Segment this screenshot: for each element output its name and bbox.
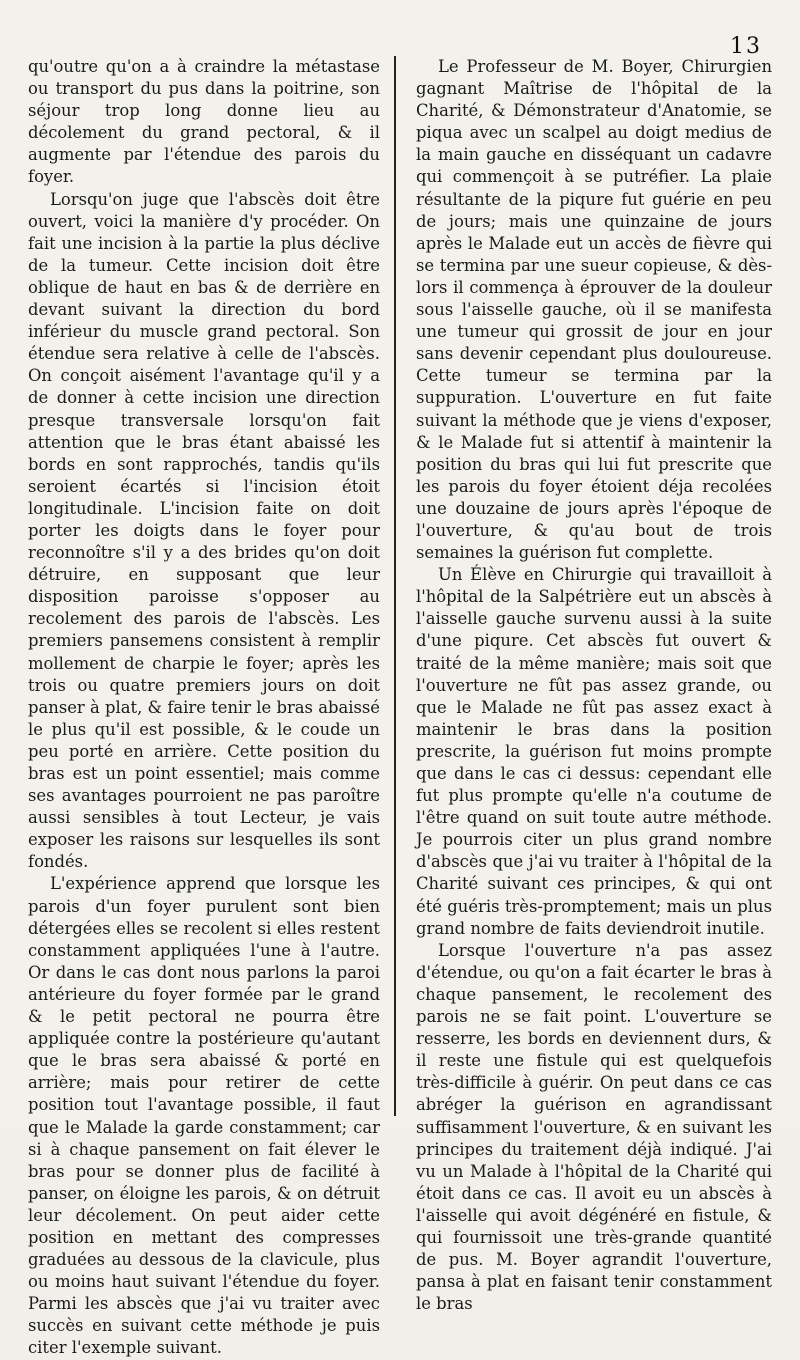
paragraph: Un Élève en Chirurgie qui travailloit à l'hôpital de la Salpétrière eut un abscès à l'aisselle gauche survenu aussi à la suite d'une piqure. Cet abscès fut ouvert & traité de la même manière; mais soit que l'ouverture ne fût pas assez grande, ou que le Malade ne fût pas assez exact à maintenir le bras dans la position prescrite, la guérison fut moins prompte que dans le cas ci dessus: cependant elle fut plus prompte qu'elle n'a coutume de l'être quand on suit toute autre méthode. Je pourrois citer un plus grand nombre d'abscès que j'ai vu traiter à l'hôpital de la Charité suivant ces principes, & qui ont été guéris très-promptement; mais un plus grand nombre de faits deviendroit inutile. bbox=[416, 565, 772, 938]
paragraph: qu'outre qu'on a à craindre la métastase ou transport du pus dans la poitrine, son séjour trop long donne lieu au décolement du grand pectoral, & il augmente par l'étendue des parois du foyer. bbox=[28, 57, 380, 187]
left-column bbox=[28, 56, 380, 1360]
column-divider bbox=[394, 56, 396, 1116]
paragraph: Lorsque l'ouverture n'a pas assez d'étendue, ou qu'on a fait écarter le bras à chaque pansement, le recolement des parois ne se fait point. L'ouverture se resserre, les bords en deviennent durs, & il reste une fistule qui est quelquefois très-difficile à guérir. On peut dans ce cas abréger la guérison en agrandissant suffisamment l'ouverture, & en suivant les principes du traitement déjà indiqué. J'ai vu un Malade à l'hôpital de la Charité qui étoit dans ce cas. Il avoit eu un abscès à l'aisselle qui avoit dégénéré en fistule, & qui fournissoit une très-grande quantité de pus. M. Boyer agrandit l'ouverture, pansa à plat en faisant tenir constamment le bras bbox=[416, 940, 772, 1314]
paragraph: Lorsqu'on juge que l'abscès doit être ouvert, voici la manière d'y procéder. On fait une incision à la partie la plus déclive de la tumeur. Cette incision doit être oblique de haut en bas & de derrière en devant suivant la direction du bord inférieur du muscle grand pectoral. Son étendue sera relative à celle de l'abscès. On conçoit aisément l'avantage qu'il y a de donner à cette incision une direction presque transversale lorsqu'on fait attention que le bras étant abaissé les bords en sont rapprochés, tandis qu'ils seroient écartés si l'incision étoit longitudinale. L'incision faite on doit porter les doigts dans le foyer pour reconnoître s'il y a des brides qu'on doit détruire, en supposant que leur disposition paroisse s'opposer au recolement des parois de l'abscès. Les premiers pansemens consistent à remplir mollement de charpie le foyer; après les trois ou quatre premiers jours on doit panser à plat, & faire tenir le bras abaissé le plus qu'il est possible, & le coude un peu porté en arrière. Cette position du bras est un point essentiel; mais comme ses avantages pourroient ne pas paroître aussi sensibles à tout Lecteur, je vais exposer les raisons sur lesquelles ils sont fondés. bbox=[28, 189, 380, 872]
page-number: 13 bbox=[730, 34, 762, 59]
right-column bbox=[416, 56, 772, 1315]
paragraph: Le Professeur de M. Boyer, Chirurgien gagnant Maîtrise de l'hôpital de la Charité, & Démonstrateur d'Anatomie, se piqua avec un scalpel au doigt medius de la main gauche en disséquant un cadavre qui commençoit à se putréfier. La plaie résultante de la piqure fut guérie en peu de jours; mais une quinzaine de jours après le Malade eut un accès de fièvre qui se termina par une sueur copieuse, & dès-lors il commença à éprouver de la douleur sous l'aisselle gauche, où il se manifesta une tumeur qui grossit de jour en jour sans devenir cependant plus douloureuse. Cette tumeur se termina par la suppuration. L'ouverture en fut faite suivant la méthode que je viens d'exposer, & le Malade fut si attentif à maintenir la position du bras qui lui fut prescrite que les parois du foyer étoient déja recolées une douzaine de jours après l'époque de l'ouverture, & qu'au bout de trois semaines la guérison fut complette. bbox=[416, 57, 772, 563]
paragraph: L'expérience apprend que lorsque les parois d'un foyer purulent sont bien détergées elles se recolent si elles restent constamment appliquées l'une à l'autre. Or dans le cas dont nous parlons la paroi antérieure du foyer formée par le grand & le petit pectoral ne pourra être appliquée contre la postérieure qu'autant que le bras sera abaissé & porté en arrière; mais pour retirer de cette position tout l'avantage possible, il faut que le Malade la garde constamment; car si à chaque pansement on fait élever le bras pour se donner plus de facilité à panser, on éloigne les parois, & on détruit leur décolement. On peut aider cette position en mettant des compresses graduées au dessous de la clavicule, plus ou moins haut suivant l'étendue du foyer. Parmi les abscès que j'ai vu traiter avec succès en suivant cette méthode je puis citer l'exemple suivant. bbox=[28, 874, 380, 1358]
